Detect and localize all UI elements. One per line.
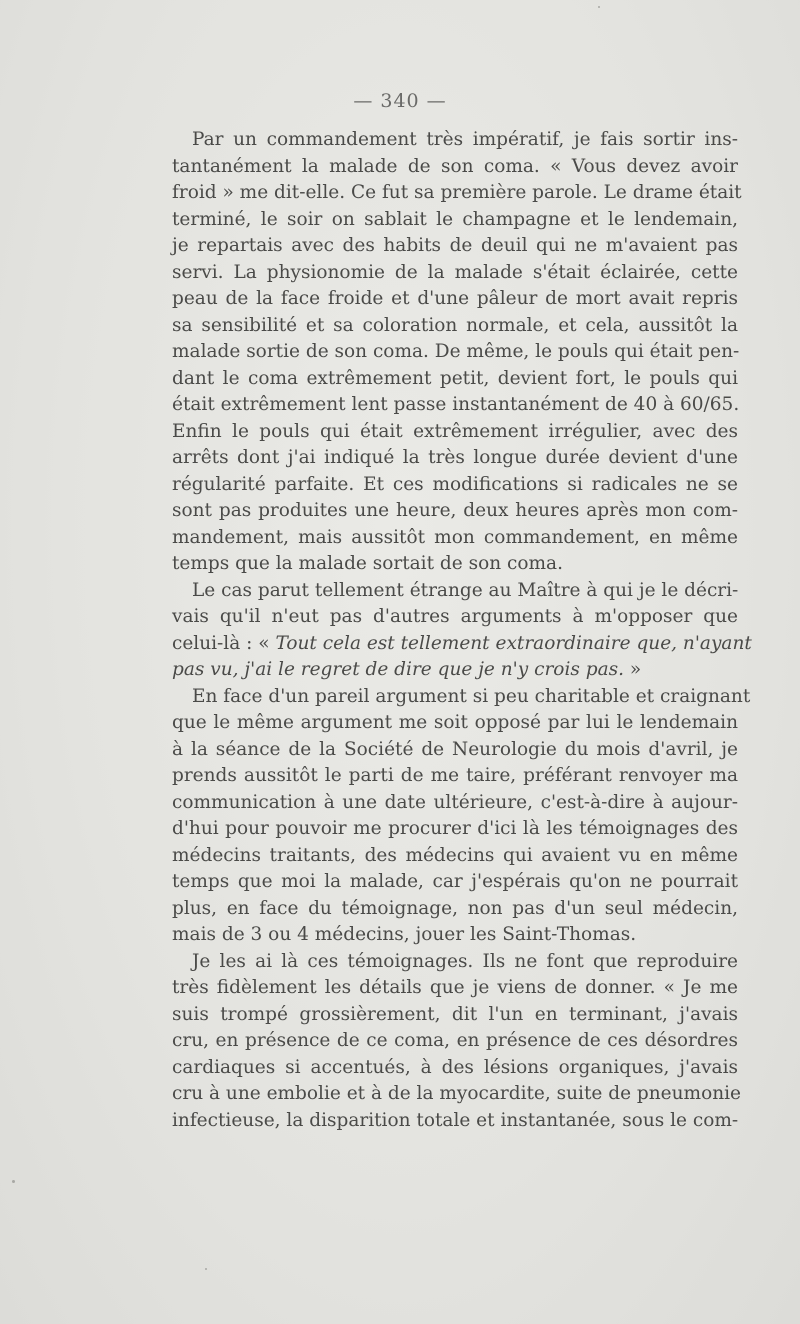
text-run: très fidèlement les détails que je viens de donner. « Je me (172, 977, 738, 998)
text-line (172, 525, 738, 552)
text-run: médecins traitants, des médecins qui avaient vu en même (172, 844, 738, 866)
text-line (172, 657, 738, 684)
text-run: communication à une date ultérieure, c'est-à-dire à aujour- (172, 791, 738, 813)
text-line (172, 1002, 738, 1029)
text-line (172, 1028, 738, 1055)
text-line (172, 286, 738, 313)
page-number: — 340 — (353, 90, 447, 112)
text-run: suis trompé grossièrement, dit l'un en terminant, j'avais (172, 1003, 738, 1025)
text-run: était extrêmement lent passe instantanément de 40 à 60/65. (172, 394, 740, 415)
text-line (172, 975, 738, 1002)
text-line (172, 922, 738, 949)
text-line (172, 127, 738, 154)
text-line (172, 869, 738, 896)
text-run: mais de 3 ou 4 médecins, jouer les Saint-Thomas. (172, 924, 637, 945)
text-run: temps que la malade sortait de son coma. (172, 553, 563, 574)
text-run: Enfin le pouls qui était extrêmement irrégulier, avec des (172, 420, 738, 442)
text-run: cardiaques si accentués, à des lésions organiques, j'avais (172, 1056, 738, 1078)
paper-speck (205, 1268, 207, 1270)
text-run: régularité parfaite. Et ces modifications si radicales ne se (172, 473, 738, 495)
text-run: terminé, le soir on sablait le champagne et le lendemain, (172, 208, 738, 230)
text-line (172, 260, 738, 287)
text-run: mandement, mais aussitôt mon commandement, en même (172, 526, 738, 548)
text-line (172, 392, 738, 419)
text-line (172, 498, 738, 525)
text-line (172, 896, 738, 923)
text-run: sont pas produites une heure, deux heures après mon com- (172, 500, 738, 521)
text-run: froid » me dit-elle. Ce fut sa première parole. Le drame était (172, 182, 742, 203)
text-run: peau de la face froide et d'une pâleur de mort avait repris (172, 288, 738, 309)
text-line (172, 1055, 738, 1082)
text-run: que le même argument me soit opposé par lui le lendemain (172, 712, 738, 733)
text-run: à la séance de la Société de Neurologie du mois d'avril, je (172, 738, 738, 760)
text-line (172, 737, 738, 764)
text-run: celui-là : « (172, 632, 276, 654)
text-run: prends aussitôt le parti de me taire, préférant renvoyer ma (172, 765, 738, 786)
text-run: cru, en présence de ce coma, en présence de ces désordres (172, 1030, 738, 1051)
text-line (172, 313, 738, 340)
text-line (172, 472, 738, 499)
text-run: servi. La physionomie de la malade s'était éclairée, cette (172, 261, 738, 283)
text-line (172, 604, 738, 631)
text-line (172, 843, 738, 870)
text-line (172, 816, 738, 843)
text-line (172, 710, 738, 737)
text-line (172, 419, 738, 446)
text-run: sa sensibilité et sa coloration normale, et cela, aussitôt la (172, 314, 738, 336)
paper-speck (598, 6, 600, 8)
text-line (172, 1108, 738, 1135)
text-line (172, 154, 738, 181)
text-line (172, 763, 738, 790)
text-line (172, 790, 738, 817)
text-line (172, 631, 752, 658)
paper-speck (12, 1180, 15, 1183)
text-run: malade sortie de son coma. De même, le pouls qui était pen- (172, 341, 740, 362)
text-line (172, 233, 738, 260)
text-line (172, 1081, 741, 1108)
text-run: cru à une embolie et à de la myocardite, suite de pneumonie (172, 1083, 741, 1104)
body-text (172, 127, 752, 1134)
text-run: Le cas parut tellement étrange au Maître à qui je le décri- (192, 579, 739, 601)
text-line (172, 551, 738, 578)
text-run: Par un commandement très impératif, je fais sortir ins- (192, 129, 738, 150)
text-run: arrêts dont j'ai indiqué la très longue durée devient d'une (172, 447, 738, 468)
text-line (172, 684, 751, 711)
text-run: » (623, 659, 642, 680)
text-run: Je les ai là ces témoignages. Ils ne font que reproduire (192, 950, 738, 972)
text-line (172, 366, 738, 393)
text-run: d'hui pour pouvoir me procurer d'ici là les témoignages des (172, 818, 738, 839)
text-run: je repartais avec des habits de deuil qui ne m'avaient pas (172, 235, 738, 256)
text-run: plus, en face du témoignage, non pas d'un seul médecin, (172, 897, 738, 919)
text-line (172, 949, 738, 976)
text-line (172, 578, 738, 605)
text-run: temps que moi la malade, car j'espérais qu'on ne pourrait (172, 871, 738, 892)
text-line (172, 207, 738, 234)
text-line (172, 445, 738, 472)
text-run: vais qu'il n'eut pas d'autres arguments à m'opposer que (172, 606, 738, 627)
italic-quote-text: Tout cela est tellement extraordinaire que, n'ayant (275, 632, 752, 654)
text-run: En face d'un pareil argument si peu charitable et craignant (192, 685, 751, 707)
text-run: dant le coma extrêmement petit, devient fort, le pouls qui (172, 367, 738, 389)
text-line (172, 180, 742, 207)
italic-quote-text: pas vu, j'ai le regret de dire que je n'y crois pas. (172, 659, 624, 680)
text-line (172, 339, 738, 366)
text-run: tantanément la malade de son coma. « Vous devez avoir (172, 155, 738, 177)
text-run: infectieuse, la disparition totale et instantanée, sous le com- (172, 1109, 739, 1131)
